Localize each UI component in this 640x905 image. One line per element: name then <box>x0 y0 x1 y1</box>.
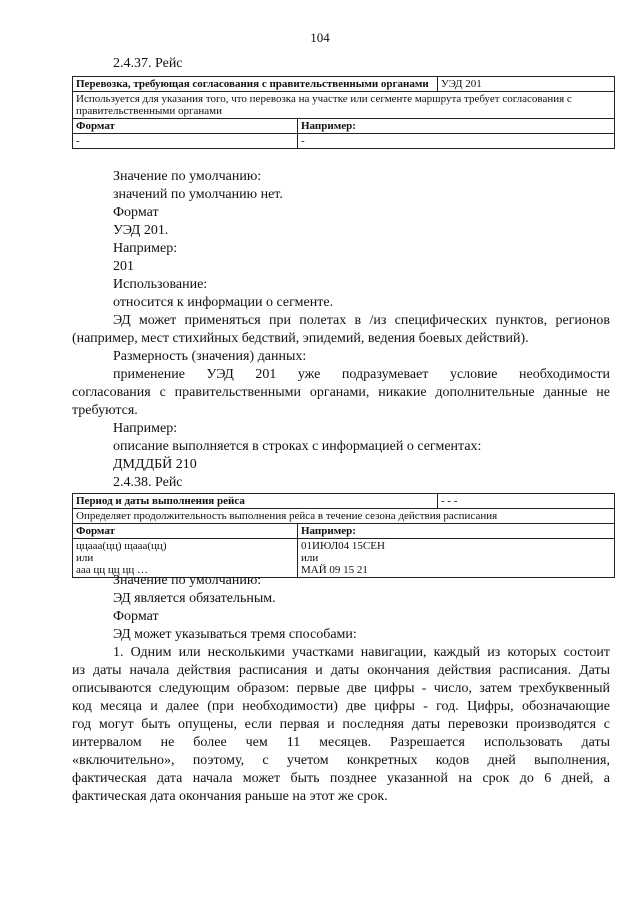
format-label: Формат <box>73 119 298 134</box>
text-line: ЭД может указываться тремя способами: <box>113 627 357 642</box>
section-heading-2-4-38: 2.4.38. Рейс <box>113 475 183 490</box>
text-line: Использование: <box>113 277 208 292</box>
format-line: ааа цц цц цц … <box>76 564 148 576</box>
text-line: фактическая дата окончания раньше на этот же срок. <box>72 789 388 804</box>
text-line: 1. Одним или несколькими участками навигации, каждый из которых состоит <box>113 645 610 660</box>
spec-table-2-4-37 <box>72 76 615 149</box>
table-description: Используется для указания того, что перевозка на участке или сегменте маршрута требует согласования с правительственными органами <box>73 92 615 119</box>
text-line: требуются. <box>72 403 138 418</box>
text-line: Размерность (значения) данных: <box>113 349 307 364</box>
example-label: Например: <box>298 119 615 134</box>
text-line: «включительно», поэтому, с учетом конкретных кодов дней выполнения, <box>72 753 610 768</box>
text-line: Значение по умолчанию: <box>113 573 262 588</box>
format-line: или <box>76 552 94 564</box>
table-description: Определяет продолжительность выполнения рейса в течение сезона действия расписания <box>73 509 615 524</box>
text-line: ЭД является обязательным. <box>113 591 276 606</box>
example-value <box>298 539 615 578</box>
page-number: 104 <box>310 30 330 45</box>
text-line: согласования с правительственными органами, никакие дополнительные данные не <box>72 385 610 400</box>
format-line: ццааа(цц) щааа(цц) <box>76 540 167 552</box>
text-line: фактическая дата начала может быть позднее указанной на срок до 6 дней, а <box>72 771 610 786</box>
text-line: УЭД 201. <box>113 223 169 238</box>
text-line: интервалом не более чем 11 месяцев. Разрешается использовать даты <box>72 735 610 750</box>
table-title: Период и даты выполнения рейса <box>73 494 438 509</box>
table-title: Перевозка, требующая согласования с правительственными органами <box>73 77 438 92</box>
text-line: описание выполняется в строках с информацией о сегментах: <box>113 439 482 454</box>
table-code: - - - <box>438 494 615 509</box>
text-line: из даты начала действия расписания и даты окончания действия расписания. Даты <box>72 663 610 678</box>
section-heading-2-4-37: 2.4.37. Рейс <box>113 56 183 71</box>
spec-table-2-4-38 <box>72 493 615 578</box>
example-label: Например: <box>298 524 615 539</box>
text-line: значений по умолчанию нет. <box>113 187 283 202</box>
text-line: год могут быть опущены, если первая и последняя даты перевозки производятся с <box>72 717 610 732</box>
text-line: применение УЭД 201 уже подразумевает условие необходимости <box>113 367 610 382</box>
example-value: - <box>298 134 615 149</box>
text-line: код месяца и далее (при необходимости) две цифры - год. Цифры, обозначающие <box>72 699 610 714</box>
example-line: или <box>301 552 319 564</box>
text-line: (например, мест стихийных бедствий, эпидемий, ведения боевых действий). <box>72 331 529 346</box>
text-line: Формат <box>113 205 159 220</box>
text-line: 201 <box>113 259 134 274</box>
format-value <box>73 539 298 578</box>
text-line: описываются следующим образом: первые две цифры - число, затем трехбуквенный <box>72 681 610 696</box>
example-line: МАЙ 09 15 21 <box>301 564 368 576</box>
example-line: 01ИЮЛ04 15СЕН <box>301 540 385 552</box>
text-line: Например: <box>113 241 178 256</box>
text-line: ДМДДБЙ 210 <box>113 457 197 472</box>
table-code: УЭД 201 <box>438 77 615 92</box>
format-label: Формат <box>73 524 298 539</box>
text-line: Формат <box>113 609 159 624</box>
text-line: ЭД может применяться при полетах в /из специфических пунктов, регионов <box>113 313 610 328</box>
format-value: - <box>73 134 298 149</box>
text-line: относится к информации о сегменте. <box>113 295 334 310</box>
text-line: Значение по умолчанию: <box>113 169 262 184</box>
text-line: Например: <box>113 421 178 436</box>
